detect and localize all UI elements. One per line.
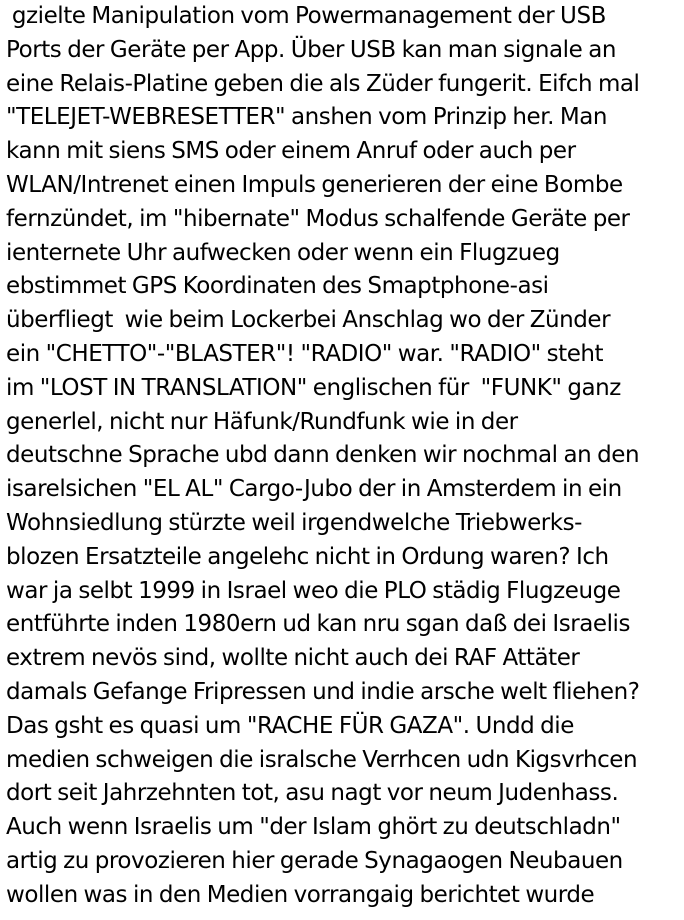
text-line: blozen Ersatzteile angelehc nicht in Ordung waren? Ich — [6, 543, 609, 570]
text-line: Das gsht es quasi um "RACHE FÜR GAZA". Undd die — [6, 712, 574, 739]
text-line: damals Gefange Fripressen und indie arsche welt fliehen? — [6, 679, 640, 705]
text-line: dort seit Jahrzehnten tot, asu nagt vor neum Judenhass. — [6, 780, 619, 807]
text-line: artig zu provozieren hier gerade Synagaogen Neubauen — [6, 848, 623, 874]
text-line: eine Relais-Platine geben die als Züder fungerit. Eifch mal — [6, 70, 640, 97]
text-line: gzielte Manipulation vom Powermanagement der USB — [6, 3, 606, 29]
text-line: ienternete Uhr aufwecken oder wenn ein Flugzueg — [6, 239, 560, 266]
text-line: im "LOST IN TRANSLATION" englischen für "FUNK" ganz — [6, 374, 621, 401]
text-line: Wohnsiedlung stürzte weil irgendwelche Triebwerks- — [6, 510, 583, 536]
text-line: kann mit siens SMS oder einem Anruf oder auch per — [6, 138, 576, 165]
text-line: wollen was in den Medien vorrangaig berichtet wurde — [6, 881, 595, 908]
text-line: generlel, nicht nur Häfunk/Rundfunk wie in der — [6, 408, 518, 435]
text-line: extrem nevös sind, wollte nicht auch dei RAF Attäter — [6, 645, 580, 672]
text-line: isarelsichen "EL AL" Cargo-Jubo der in Amsterdem in ein — [6, 476, 622, 503]
text-line: ein "CHETTO"-"BLASTER"! "RADIO" war. "RADIO" steht — [6, 341, 604, 367]
text-line: Ports der Geräte per App. Über USB kan man signale an — [6, 36, 616, 63]
text-line: "TELEJET-WEBRESETTER" anshen vom Prinzip her. Man — [6, 104, 608, 131]
text-line: ebstimmet GPS Koordinaten des Smaptphone-asi — [6, 273, 549, 300]
text-line: überfliegt wie beim Lockerbei Anschlag wo der Zünder — [6, 307, 611, 334]
text-line: entführte inden 1980ern ud kan nru sgan daß dei Israelis — [6, 611, 631, 638]
text-line: war ja selbt 1999 in Israel weo die PLO städig Flugzeuge — [6, 577, 621, 604]
text-line: WLAN/Intrenet einen Impuls generieren der eine Bombe — [6, 172, 623, 198]
text-line: fernzündet, im "hibernate" Modus schalfende Geräte per — [6, 205, 630, 232]
text-line: Auch wenn Israelis um "der Islam ghört zu deutschladn" — [6, 814, 621, 841]
text-line: medien schweigen die isralsche Verrhcen udn Kigsvrhcen — [6, 746, 638, 773]
text-line: deutschne Sprache ubd dann denken wir nochmal an den — [6, 442, 640, 469]
